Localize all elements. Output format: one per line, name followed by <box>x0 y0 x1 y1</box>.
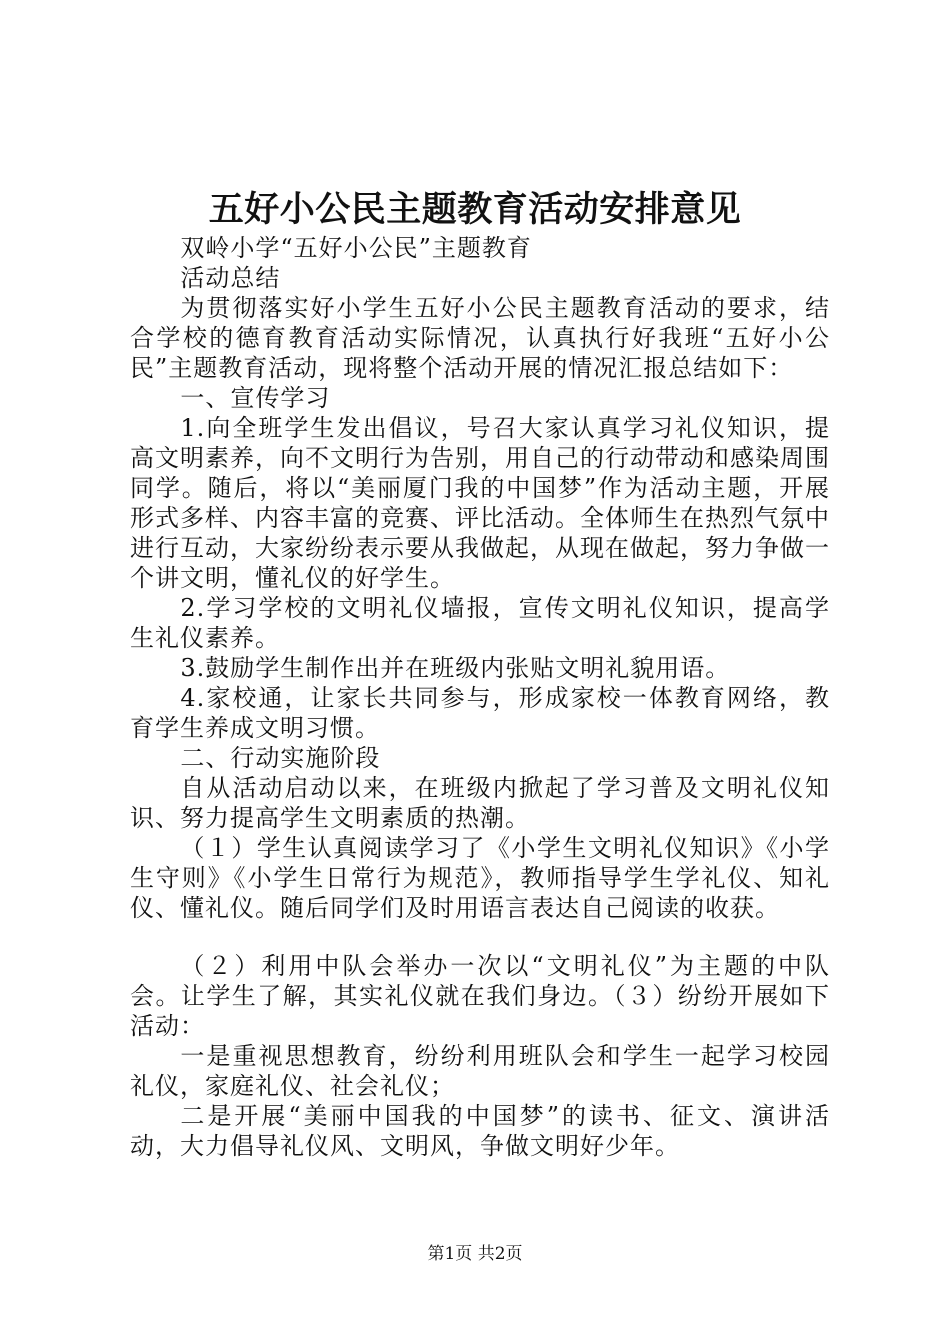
paragraph-item-3: 3.鼓励学生制作出并在班级内张贴文明礼貌用语。 <box>180 654 731 682</box>
intro-paragraph: 为贯彻落实好小学生五好小公民主题教育活动的要求，结合学校的德育教育活动实际情况，认真执行好我班“五好小公民”主题教育活动，现将整个活动开展的情况汇报总结如下： <box>130 294 830 382</box>
paragraph-item-4: 4.家校通，让家长共同参与，形成家校一体教育网络，教育学生养成文明习惯。 <box>130 684 830 742</box>
paragraph-activity-1: 一是重视思想教育，纷纷利用班队会和学生一起学习校园礼仪，家庭礼仪、社会礼仪； <box>130 1042 830 1100</box>
paragraph-item-2: 2.学习学校的文明礼仪墙报，宣传文明礼仪知识，提高学生礼仪素养。 <box>130 594 830 652</box>
section-heading-2: 二、行动实施阶段 <box>180 744 381 772</box>
page-number-footer: 第1页 共2页 <box>427 1244 523 1264</box>
document-body <box>130 233 830 1161</box>
paragraph-section-2-intro: 自从活动启动以来，在班级内掀起了学习普及文明礼仪知识、努力提高学生文明素质的热潮。 <box>130 774 830 832</box>
subtitle-line-2: 活动总结 <box>180 264 281 292</box>
section-heading-1: 一、宣传学习 <box>180 384 331 412</box>
subtitle-line-1: 双岭小学“五好小公民”主题教育 <box>180 234 532 262</box>
paragraph-step-2: （２）利用中队会举办一次以“文明礼仪”为主题的中队会。让学生了解，其实礼仪就在我们身边。（３）纷纷开展如下活动： <box>130 952 830 1040</box>
document-title: 五好小公民主题教育活动安排意见 <box>208 189 742 230</box>
paragraph-item-1: 1.向全班学生发出倡议，号召大家认真学习礼仪知识，提高文明素养，向不文明行为告别，用自己的行动带动和感染周围同学。随后，将以“美丽厦门我的中国梦”作为活动主题，开展形式多样、内容丰富的竞赛、评比活动。全体师生在热烈气氛中进行互动，大家纷纷表示要从我做起，从现在做起，努力争做一个讲文明，懂礼仪的好学生。 <box>130 414 830 592</box>
paragraph-step-1: （１）学生认真阅读学习了《小学生文明礼仪知识》《小学生守则》《小学生日常行为规范》，教师指导学生学礼仪、知礼仪、懂礼仪。随后同学们及时用语言表达自己阅读的收获。 <box>130 834 830 922</box>
paragraph-activity-2: 二是开展“美丽中国我的中国梦”的读书、征文、演讲活动，大力倡导礼仪风、文明风，争做文明好少年。 <box>130 1102 830 1160</box>
